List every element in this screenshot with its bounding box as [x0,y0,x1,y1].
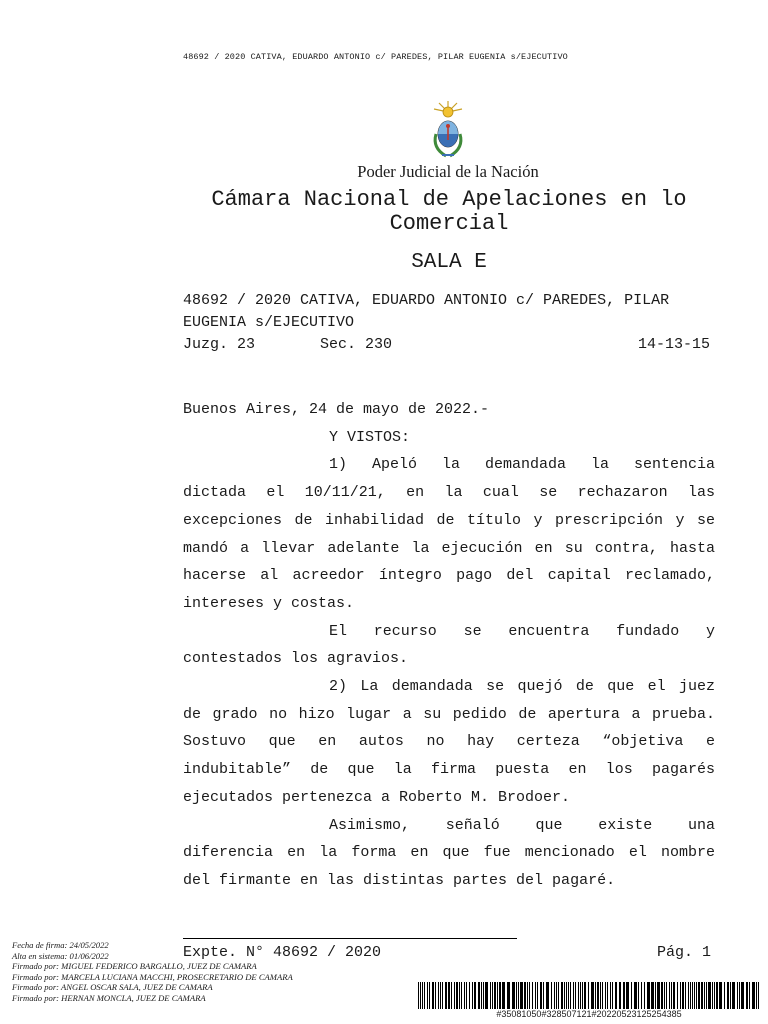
text-line: diferencia en la forma en que fue mencionado el nombre [183,844,715,862]
signature-block [12,940,293,1003]
paragraph-2 [183,618,715,673]
text-line: El recurso se encuentra fundado y [329,622,715,640]
signature-line: Alta en sistema: 01/06/2022 [12,950,109,961]
case-caption-line: 48692 / 2020 CATIVA, EDUARDO ANTONIO c/ PAREDES, PILAR [183,292,670,309]
text-line: mandó a llevar adelante la ejecución en su contra, hasta [183,539,715,557]
case-code: 14-13-15 [638,336,711,353]
paragraph-3 [183,673,715,812]
page-number: Pág. 1 [657,944,712,961]
document-body [183,396,715,895]
text-line: del firmante en las distintas partes del pagaré. [183,871,616,889]
barcode-number: #35081050#328507121#20220523125254385 [496,1009,682,1019]
footer-divider [183,938,517,939]
date-line: Buenos Aires, 24 de mayo de 2022.- [183,401,490,418]
text-line: de grado no hizo lugar a su pedido de apertura a prueba. [183,705,715,723]
sala-title: SALA E [411,251,487,274]
signature-line: Firmado por: HERNAN MONCLA, JUEZ DE CAMARA [12,992,206,1003]
paragraph-4 [183,812,715,895]
text-line: 1) Apeló la demandada la sentencia [329,456,715,474]
secretaria-label: Sec. 230 [320,336,393,353]
text-line: Sostuvo que en autos no hay certeza “objetiva e [183,733,715,751]
signature-line: Firmado por: MARCELA LUCIANA MACCHI, PROSECRETARIO DE CAMARA [12,971,293,982]
juzgado-label: Juzg. 23 [183,336,256,353]
signature-line: Firmado por: ANGEL OSCAR SALA, JUEZ DE CAMARA [12,982,213,992]
court-title: Cámara Nacional de Apelaciones en lo Comercial [211,187,687,236]
text-line: excepciones de inhabilidad de título y prescripción y se [183,511,715,529]
signature-line: Fecha de firma: 24/05/2022 [12,940,109,950]
institution-title: Poder Judicial de la Nación [357,162,539,181]
argentina-coat-of-arms-icon [428,100,468,160]
text-line: 2) La demandada se quejó de que el juez [329,678,715,696]
vistos-heading: Y VISTOS: [329,428,411,446]
barcode-icon [418,982,760,1009]
case-caption-line: EUGENIA s/EJECUTIVO [183,314,355,331]
signature-line: Firmado por: MIGUEL FEDERICO BARGALLO, JUEZ DE CAMARA [12,961,257,971]
running-header: 48692 / 2020 CATIVA, EDUARDO ANTONIO c/ PAREDES, PILAR EUGENIA s/EJECUTIVO [183,52,568,62]
text-line: contestados los agravios. [183,650,409,668]
text-line: dictada el 10/11/21, en la cual se rechazaron las [183,484,715,502]
text-line: hacerse al acreedor íntegro pago del capital reclamado, [183,567,715,585]
text-line: intereses y costas. [183,594,355,612]
text-line: ejecutados pertenezca a Roberto M. Brodoer. [183,788,571,806]
file-number: Expte. N° 48692 / 2020 [183,944,382,961]
paragraph-1 [183,451,715,617]
text-line: Asimismo, señaló que existe una [329,816,715,834]
text-line: indubitable” de que la firma puesta en los pagarés [183,761,715,779]
